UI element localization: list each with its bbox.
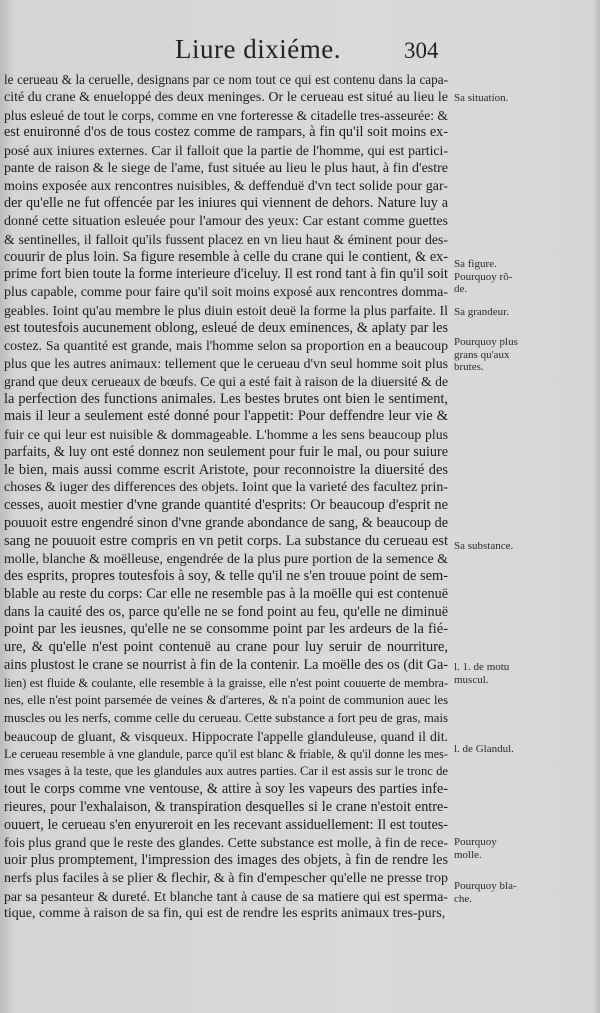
text-line: nes, elle n'est point parsemée de veines & d'arteres, & n'a point de communion auec les	[4, 693, 448, 708]
text-line: le bien, mais aussi comme escrit Aristote, pour reconnoistre la diuersité des	[4, 461, 448, 478]
text-line: fois plus grand que le reste des glandes. Cette substance est molle, à fin de rece-	[4, 835, 448, 851]
margin-note-glandul	[454, 743, 594, 756]
running-head: Liure dixiéme.	[175, 34, 341, 64]
text-line: est toutesfois aucunement oblong, esleué de deux eminences, & aplaty par les	[4, 319, 448, 336]
page-edge-shadow	[594, 0, 600, 1013]
text-line: ains plustost le crane se nourrist à fin de la contenir. La moëlle des os (dit Ga-	[4, 656, 448, 673]
text-line: molle, blanche & moëlleuse, engendrée de la plus pure portion de la semence &	[4, 551, 448, 567]
text-line: rieures, pour l'exhalaison, & transpiration desquelles si le crane n'estoit entre-	[4, 798, 448, 815]
text-line: lien) est fluide & coulante, elle resemble à la graisse, elle n'est point couuerte de membra-	[4, 675, 448, 690]
text-line: couurir de plus loin. Sa figure resemble à celle du crane qui le contient, & ex-	[4, 248, 448, 265]
text-line: & sentinelles, il falloit qu'ils fussent placez en vn lieu haut & éminent pour des-	[4, 231, 448, 247]
text-line: cité du crane & enueloppé des deux meninges. Or le cerueau est situé au lieu le	[4, 89, 448, 105]
text-line: mes vsages à la teste, que les glandules aux autres parties. Car il est assis sur le tronc de	[4, 764, 448, 779]
margin-note-line: Pourquoy plus	[454, 336, 518, 348]
margin-note-line: Sa grandeur.	[454, 306, 509, 318]
text-line: pouuoit estre engendré sinon d'vne grande abondance de sang, & beaucoup de	[4, 514, 448, 531]
page-number: 304	[404, 38, 439, 63]
margin-note-line: Sa substance.	[454, 540, 514, 552]
margin-note-blanche	[454, 880, 594, 905]
text-line: uoir plus promptement, l'impression des images des objets, à fin de rendre les	[4, 852, 448, 868]
text-line: nerfs plus faciles à se plier & flechir, & à fin d'empescher qu'elle ne presse trop	[4, 870, 448, 886]
margin-note-line: Sa situation.	[454, 92, 509, 104]
text-line: fuir ce qui leur est nuisible & dommageable. L'homme a les sens beaucoup plus	[4, 427, 448, 442]
margin-note-figure	[454, 258, 594, 296]
text-line: beaucoup de gluant, & visqueux. Hippocrate l'appelle glanduleuse, quand il dit.	[4, 728, 448, 744]
margin-note-line: brutes.	[454, 361, 484, 373]
text-line: est enuironné d'os de tous costez comme de rampars, à fin qu'il soit moins ex-	[4, 124, 448, 141]
text-line: dans la cauité des os, parce qu'elle ne se fond point au feu, qu'elle ne diminuë	[4, 603, 448, 620]
text-line: sang ne pouuoit estre compris en vn petit corps. La substance du cerueau est	[4, 532, 448, 549]
text-line: moins exposée aux rencontres nuisibles, & deffenduë d'vn tect solide pour gar-	[4, 178, 448, 194]
margin-note-line: de.	[454, 283, 468, 295]
margin-note-pourquoy-plus	[454, 336, 594, 374]
text-line: des esprits, propres toutesfois à soy, & telle qu'il ne s'en trouue point de sem-	[4, 568, 448, 584]
text-line: plus que les autres animaux: tellement que le cerueau d'vn seul homme soit plus	[4, 356, 448, 371]
margin-note-line: Pourquoy	[454, 836, 497, 848]
text-line: muscles ou les nerfs, comme celle du cerueau. Cette substance a fort peu de gras, mais	[4, 711, 448, 725]
text-line: plus esleué de tout le corps, comme en vne forteresse & citadelle tres-asseurée: &	[4, 107, 448, 123]
text-line: geables. Ioint qu'au membre le plus diuin estoit deuë la forme la plus parfaite. Il	[4, 302, 448, 318]
text-line: costez. Sa quantité est grande, mais l'homme selon sa proportion en a beaucoup	[4, 338, 448, 354]
margin-note-line: Pourquoy rõ-	[454, 270, 513, 283]
margin-note-motu-muscul	[454, 661, 594, 686]
text-line: plus capable, comme pour faire qu'il soit moins exposé aux rencontres domma-	[4, 285, 448, 300]
text-line: le cerueau & la ceruelle, designans par ce nom tout ce qui est contenu dans la capa-	[4, 72, 448, 87]
text-line: Le cerueau resemble à vne glandule, parce qu'il est blanc & friable, & qu'il donne les mes-	[4, 746, 448, 761]
text-line: ouuert, le cerueau s'en enyureroit en les recevant assiduellement: Il est toutes-	[4, 816, 448, 833]
text-line: cesses, auoit mestier d'vne grande quantité d'esprits: Or beaucoup d'esprit ne	[4, 497, 448, 513]
text-line: posé aux iniures externes. Car il falloit que la partie de l'homme, qui est partici-	[4, 143, 448, 158]
text-line: donné cette situation esleuée pour l'amour des yeux: Car estant comme guettes	[4, 214, 448, 229]
margin-note-situation	[454, 92, 594, 105]
text-line: point par les ieusnes, qu'elle ne se consomme point par les ardeurs de la fié-	[4, 621, 448, 638]
margin-note-substance	[454, 540, 594, 553]
margin-note-line: Pourquoy bla-	[454, 880, 517, 892]
margin-note-line: Sa figure.	[454, 258, 497, 270]
margin-note-line: molle.	[454, 848, 482, 861]
margin-note-line: grans qu'aux	[454, 348, 510, 361]
text-line: parfaits, & luy ont esté donnez non seulement pour fuir le mal, ou pour suiure	[4, 443, 448, 460]
margin-note-molle	[454, 836, 594, 861]
text-line: choses & iuger des differences des objets. Ioint que la varieté des facultez prin-	[4, 480, 448, 496]
text-line: ure, & qu'elle n'est point contenuë au crane pour luy seruir de nourriture,	[4, 639, 448, 655]
text-line: tique, comme à raison de sa fin, qui est de rendre les esprits animaux tres-purs,	[4, 906, 446, 922]
margin-note-line: l. de Glandul.	[454, 743, 514, 755]
text-line: par sa pesanteur & dureté. Et blanche tant à cause de sa matiere qui est sperma-	[4, 888, 448, 904]
margin-note-line: l. 1. de motu	[454, 661, 510, 673]
text-line: grand que deux cerueaux de bœufs. Ce qui a esté fait à raison de la diuersité & de	[4, 373, 448, 389]
text-line: tout le corps comme vne ventouse, & attire à soy les vapeurs des parties infe-	[4, 781, 448, 797]
text-line: blable au reste du corps: Car elle ne resemble pas à la moëlle qui est contenuë	[4, 585, 448, 602]
text-line: mais il leur a seulement esté donné pour l'appetit: Pour deffendre leur vie &	[4, 408, 448, 425]
body-text	[4, 71, 448, 923]
margin-note-line: che.	[454, 892, 473, 905]
text-line: pante de raison & le siege de l'ame, fust située au lieu le plus haut, à fin d'estre	[4, 160, 448, 176]
text-line: der qu'elle ne fut offencée par les iniures qui viennent de dehors. Nature luy a	[4, 195, 448, 212]
margin-note-line: muscul.	[454, 673, 489, 686]
text-line: la perfection des functions animales. Les bestes brutes ont bien le sentiment,	[4, 390, 448, 407]
margin-note-grandeur	[454, 306, 594, 319]
text-line: prime fort bien toute la forme interieure d'iceluy. Il est rond tant à fin qu'il soit	[4, 266, 448, 283]
